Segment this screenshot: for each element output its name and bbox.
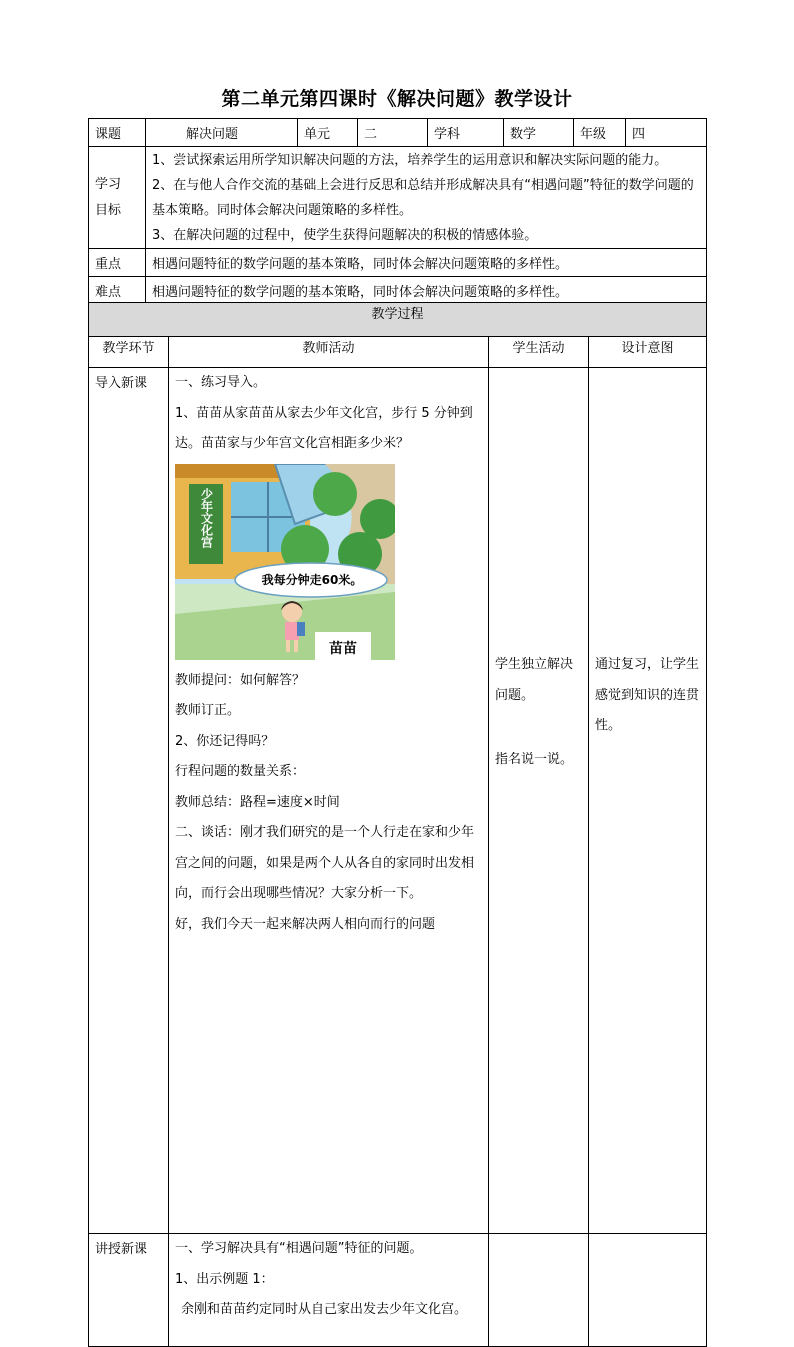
illustration-culture-palace [175,464,395,660]
teacher-line: 2、你还记得吗？ [175,733,275,749]
unit-value: 二 [358,119,428,147]
teacher-line: 好，我们今天一起来解决两人相向而行的问题 [175,916,436,932]
palace-sign-text: 少年文化宫 [199,487,214,548]
teacher-line: 一、学习解决具有“相遇问题”特征的问题。 [175,1241,423,1256]
teaching-process-table [88,302,707,1347]
intro-design-intent [589,368,707,1234]
teacher-line: 行程问题的数量关系： [175,764,306,779]
objectives-row [89,147,707,249]
teacher-line: 余刚和苗苗约定同时从自己家出发去少年文化宫。 [181,1302,468,1317]
topic-value: 解决问题 [146,119,298,147]
key-point-label: 重点 [89,249,146,277]
objective-item: 1、尝试探索运用所学知识解决问题的方法，培养学生的运用意识和解决实际问题的能力。 [152,152,668,168]
document-title: 第二单元第四课时《解决问题》教学设计 [221,88,573,110]
teacher-line: 教师总结：路程=速度×时间 [175,794,340,810]
teacher-line: 教师提问：如何解答？ [175,672,306,688]
palace-sign [191,488,221,552]
objective-item: 2、在与他人合作交流的基础上会进行反思和总结并形成解决具有“相遇问题”特征的数学问题的基本策略。同时体会解决问题策略的多样性。 [152,177,694,218]
col-stage: 教学环节 [89,337,169,368]
grade-label: 年级 [574,119,626,147]
new-lesson-student-activity [489,1234,589,1347]
student-line: 指名说一说。 [495,752,574,767]
girl-name-label: 苗苗 [329,640,357,657]
subject-label: 学科 [428,119,504,147]
process-header: 教学过程 [89,303,707,337]
grade-value: 四 [626,119,707,147]
topic-label: 课题 [89,119,146,147]
teacher-line: 1、出示例题 1： [175,1271,274,1287]
key-point-text: 相遇问题特征的数学问题的基本策略，同时体会解决问题策略的多样性。 [146,249,707,277]
lesson-info-table [88,118,707,305]
teacher-line: 二、谈话：刚才我们研究的是一个人行走在家和少年宫之间的问题，如果是两个人从各自的家同时出发相向，而行会出现哪些情况？大家分析一下。 [175,825,475,901]
new-lesson-teacher-activity [169,1234,489,1347]
teacher-line: 1、苗苗从家苗苗从家去少年文化宫，步行 5 分钟到达。苗苗家与少年宫文化宫相距多少米？ [175,405,473,451]
intro-student-activity [489,368,589,1234]
unit-label: 单元 [298,119,358,147]
objectives-label-line2: 目标 [95,202,122,218]
column-header-row [89,337,707,368]
student-line: 学生独立解决问题。 [495,657,574,703]
difficulty-label: 难点 [89,277,146,305]
objectives-text [146,147,707,249]
teacher-line: 教师订正。 [175,703,241,718]
new-lesson-design-intent [589,1234,707,1347]
difficulty-text: 相遇问题特征的数学问题的基本策略，同时体会解决问题策略的多样性。 [146,277,707,305]
objectives-label-line1: 学习 [95,176,122,192]
objectives-label [89,147,146,249]
intro-row [89,368,707,1234]
col-teacher: 教师活动 [169,337,489,368]
col-student: 学生活动 [489,337,589,368]
objective-item: 3、在解决问题的过程中，使学生获得问题解决的积极的情感体验。 [152,227,538,243]
process-header-row [89,303,707,337]
teacher-line: 一、练习导入。 [175,375,267,390]
info-row [89,119,707,147]
new-lesson-stage: 讲授新课 [89,1234,169,1347]
col-intent: 设计意图 [589,337,707,368]
intro-stage: 导入新课 [89,368,169,1234]
key-point-row [89,249,707,277]
intro-teacher-activity [169,368,489,1234]
speech-bubble-text: 我每分钟走60米。 [261,572,363,587]
new-lesson-row [89,1234,707,1347]
subject-value: 数学 [504,119,574,147]
difficulty-row [89,277,707,305]
intent-text: 通过复习，让学生感觉到知识的连贯性。 [595,657,700,733]
